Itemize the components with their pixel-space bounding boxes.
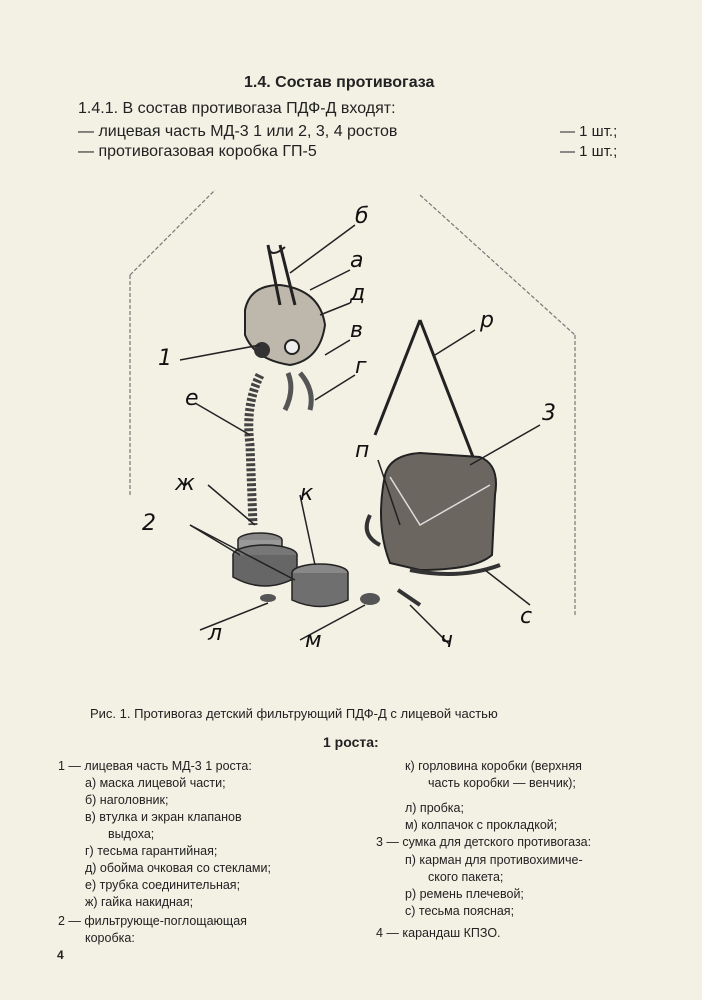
legend-line: м) колпачок с прокладкой;	[405, 818, 558, 832]
legend-line: 4 — карандаш КПЗО.	[376, 926, 501, 940]
label-l: л	[208, 621, 223, 646]
label-k: к	[300, 481, 314, 506]
legend-line: р) ремень плечевой;	[405, 887, 524, 901]
legend-line: б) наголовник;	[85, 793, 169, 807]
label-g: г	[355, 354, 367, 379]
figure-caption: Рис. 1. Противогаз детский фильтрующий ПДФ-Д с лицевой частью	[90, 706, 498, 721]
plug-icon	[260, 594, 276, 602]
list-item: — лицевая часть МД-3 1 или 2, 3, 4 ростов	[78, 123, 398, 140]
legend-line: выдоха;	[108, 827, 155, 841]
legend-line: коробка:	[85, 931, 135, 945]
legend-line: в) втулка и экран клапанов	[85, 810, 242, 824]
filter-box-icon	[233, 533, 297, 586]
label-m: м	[305, 628, 322, 653]
label-s: с	[520, 604, 533, 629]
legend-line: г) тесьма гарантийная;	[85, 844, 218, 858]
legend-line: 2 — фильтрующе-поглощающая	[58, 914, 247, 928]
label-v: в	[350, 318, 363, 343]
legend-line: часть коробки — венчик);	[428, 776, 576, 790]
legend-line: ского пакета;	[428, 870, 504, 884]
label-d: д	[350, 281, 366, 306]
legend-subtitle: 1 роста:	[323, 734, 379, 750]
legend-line: а) маска лицевой части;	[85, 776, 226, 790]
list-item-qty: — 1 шт.;	[560, 123, 618, 140]
label-zh: ж	[175, 471, 195, 496]
label-2: 2	[142, 511, 156, 536]
label-e: е	[185, 386, 199, 411]
list-item: — противогазовая коробка ГП-5	[78, 143, 317, 160]
label-b: б	[355, 204, 369, 229]
bag-icon	[367, 320, 500, 574]
legend-line: 1 — лицевая часть МД-3 1 роста:	[58, 759, 252, 773]
legend-line: ж) гайка накидная;	[85, 895, 194, 909]
legend-line: к) горловина коробки (верхняя	[405, 759, 582, 773]
intro-line: 1.4.1. В состав противогаза ПДФ-Д входят:	[78, 100, 396, 117]
legend-line: е) трубка соединительная;	[85, 878, 241, 892]
legend-line: 3 — сумка для детского противогаза:	[376, 835, 592, 849]
legend-line: д) обойма очковая со стеклами;	[85, 861, 271, 875]
label-a: а	[350, 248, 364, 273]
legend-line: с) тесьма поясная;	[405, 904, 515, 918]
list-item-qty: — 1 шт.;	[560, 143, 618, 160]
pencil-icon	[398, 590, 420, 605]
label-r: р	[480, 308, 494, 333]
second-box-icon	[292, 564, 348, 607]
label-1: 1	[158, 346, 172, 371]
label-p: п	[355, 438, 370, 463]
legend-line: п) карман для противохимиче-	[405, 853, 583, 867]
cap-icon	[360, 593, 380, 605]
hose-icon	[249, 375, 260, 525]
section-title: 1.4. Состав противогаза	[244, 74, 435, 91]
label-3: 3	[542, 401, 556, 426]
page-number: 4	[57, 948, 64, 962]
gas-mask-figure	[120, 185, 590, 665]
label-ch: ч	[440, 628, 453, 653]
legend-line: л) пробка;	[405, 801, 464, 815]
